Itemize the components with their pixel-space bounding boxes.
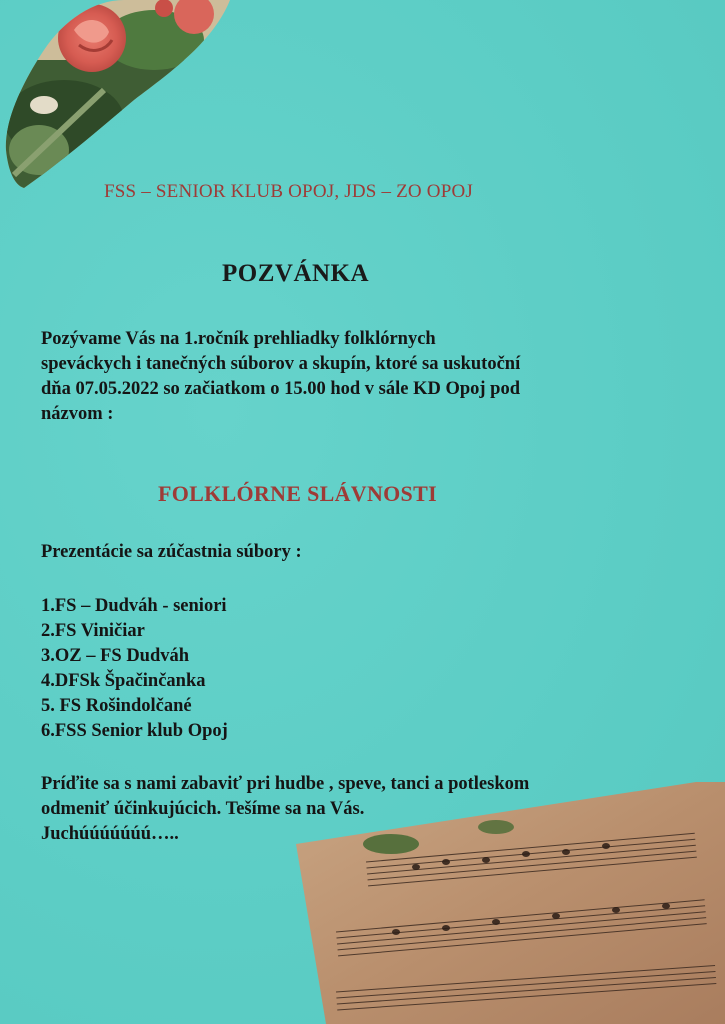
intro-line: dňa 07.05.2022 so začiatkom o 15.00 hod v sále KD Opoj pod [41,379,520,399]
sheet-music-picture [296,782,725,1024]
list-item: 5. FS Rošindolčané [41,696,192,716]
ensembles-lead: Prezentácie sa zúčastnia súbory : [41,542,302,562]
list-item: 1.FS – Dudváh - seniori [41,596,227,616]
intro-line: speváckych i tanečných súborov a skupín, ktoré sa uskutoční [41,354,521,374]
list-item: 6.FSS Senior klub Opoj [41,721,228,741]
intro-paragraph [41,327,641,427]
closing-line: Príďite sa s nami zabaviť pri hudbe , speve, tanci a potleskom [41,774,530,794]
closing-line: Juchúúúúúúú….. [41,824,179,844]
ensembles-list [41,594,228,744]
invitation-title: POZVÁNKA [222,260,370,287]
list-item: 4.DFSk Špačinčanka [41,671,206,691]
closing-line: odmeniť účinkujúcich. Tešíme sa na Vás. [41,799,365,819]
list-item: 3.OZ – FS Dudváh [41,646,190,666]
list-item: 2.FS Viničiar [41,621,145,641]
organizer-line: FSS – SENIOR KLUB OPOJ, JDS – ZO OPOJ [104,181,474,202]
intro-line: Pozývame Vás na 1.ročník prehliadky folklórnych [41,329,436,349]
intro-line: názvom : [41,404,114,424]
rose-picture [4,0,230,190]
event-name: FOLKLÓRNE SLÁVNOSTI [158,481,437,506]
